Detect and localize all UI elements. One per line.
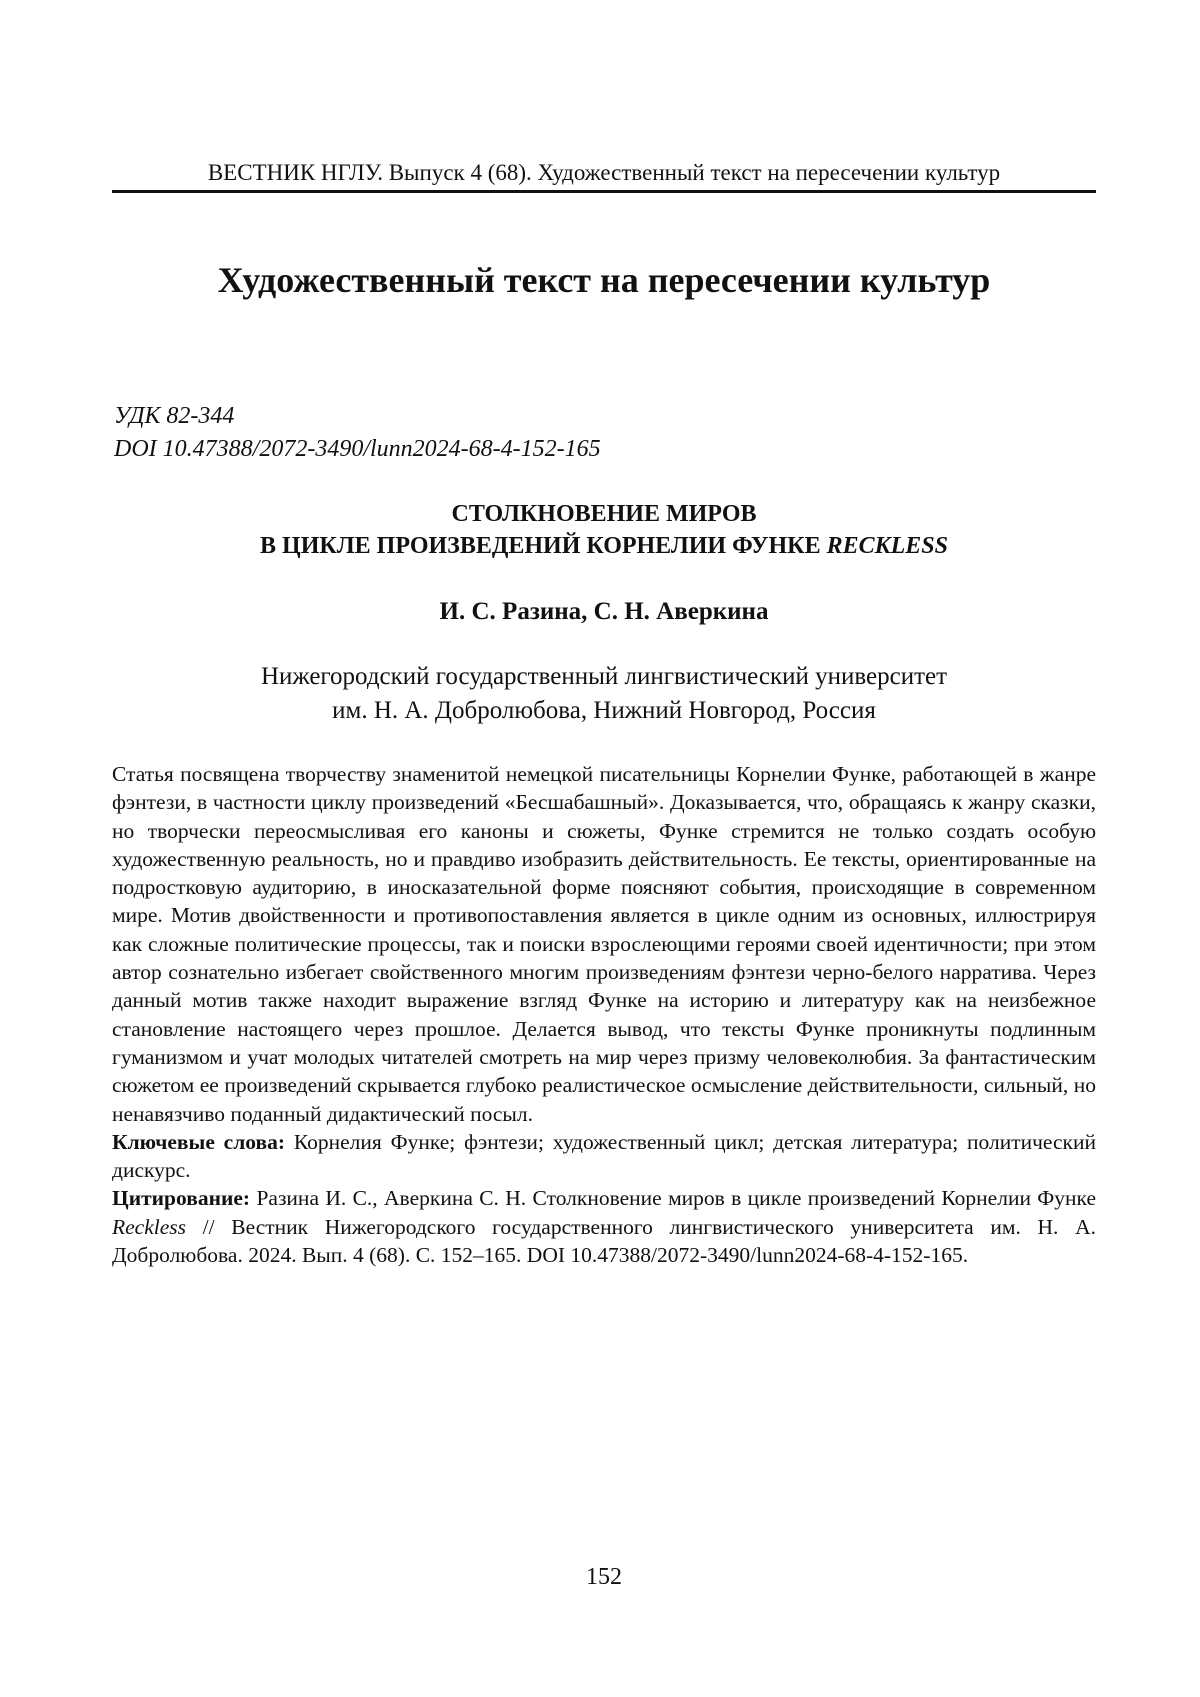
citation-italic: Reckless: [112, 1215, 186, 1239]
citation-text-after: // Вестник Нижегородского государственного лингвистического университета им. Н. А. Добролюбова. 2024. Вып. 4 (68). С. 152–165. DOI 10.47388/2072-3490/lunn2024-68-4-152-165.: [112, 1215, 1096, 1267]
affiliation: [112, 660, 1096, 728]
article-title-line-2-text: В ЦИКЛЕ ПРОИЗВЕДЕНИЙ КОРНЕЛИИ ФУНКЕ: [260, 533, 827, 559]
journal-page: [0, 0, 1200, 1697]
article-title-line-1: СТОЛКНОВЕНИЕ МИРОВ: [112, 498, 1096, 530]
udk-code: УДК 82-344: [114, 400, 601, 433]
affiliation-line-1: Нижегородский государственный лингвистический университет: [112, 660, 1096, 694]
affiliation-line-2: им. Н. А. Добролюбова, Нижний Новгород, Россия: [112, 694, 1096, 728]
abstract-block: [112, 760, 1096, 1269]
page-number: 152: [112, 1562, 1096, 1592]
article-title: [112, 498, 1096, 562]
citation-label: Цитирование:: [112, 1186, 250, 1210]
authors: И. С. Разина, С. Н. Аверкина: [112, 596, 1096, 628]
citation-text-before: Разина И. С., Аверкина С. Н. Столкновение миров в цикле произведений Корнелии Функе: [256, 1186, 1096, 1210]
keywords: [112, 1128, 1096, 1185]
header-rule: [112, 190, 1096, 193]
article-title-line-2: [112, 530, 1096, 562]
article-identifiers: [114, 400, 601, 466]
keywords-label: Ключевые слова:: [112, 1130, 285, 1154]
citation: [112, 1184, 1096, 1269]
section-title: Художественный текст на пересечении культур: [112, 258, 1096, 302]
keywords-text: Корнелия Функе; фэнтези; художественный цикл; детская литература; политический дискурс.: [112, 1130, 1096, 1182]
article-title-italic: RECKLESS: [827, 533, 948, 559]
abstract-text: Статья посвящена творчеству знаменитой немецкой писательницы Корнелии Функе, работающей в жанре фэнтези, в частности циклу произведений «Бесшабашный». Доказывается, что, обращаясь к жанру сказки, но творчески переосмысливая его каноны и сюжеты, Функе стремится не только создать особую художественную реальность, но и правдиво изобразить действительность. Ее тексты, ориентированные на подростковую аудиторию, в иносказательной форме поясняют события, происходящие в современном мире. Мотив двойственности и противопоставления является в цикле одним из основных, иллюстрируя как сложные политические процессы, так и поиски взрослеющими героями своей идентичности; при этом автор сознательно избегает свойственного многим произведениям фэнтези черно-белого нарратива. Через данный мотив также находит выражение взгляд Функе на историю и литературу как на неизбежное становление настоящего через прошлое. Делается вывод, что тексты Функе проникнуты подлинным гуманизмом и учат молодых читателей смотреть на мир через призму человеколюбия. За фантастическим сюжетом ее произведений скрывается глубоко реалистическое осмысление действительности, сильный, но ненавязчиво поданный дидактический посыл.: [112, 760, 1096, 1128]
running-head: ВЕСТНИК НГЛУ. Выпуск 4 (68). Художественный текст на пересечении культур: [112, 158, 1096, 188]
doi-identifier: DOI 10.47388/2072-3490/lunn2024-68-4-152-165: [114, 433, 601, 466]
